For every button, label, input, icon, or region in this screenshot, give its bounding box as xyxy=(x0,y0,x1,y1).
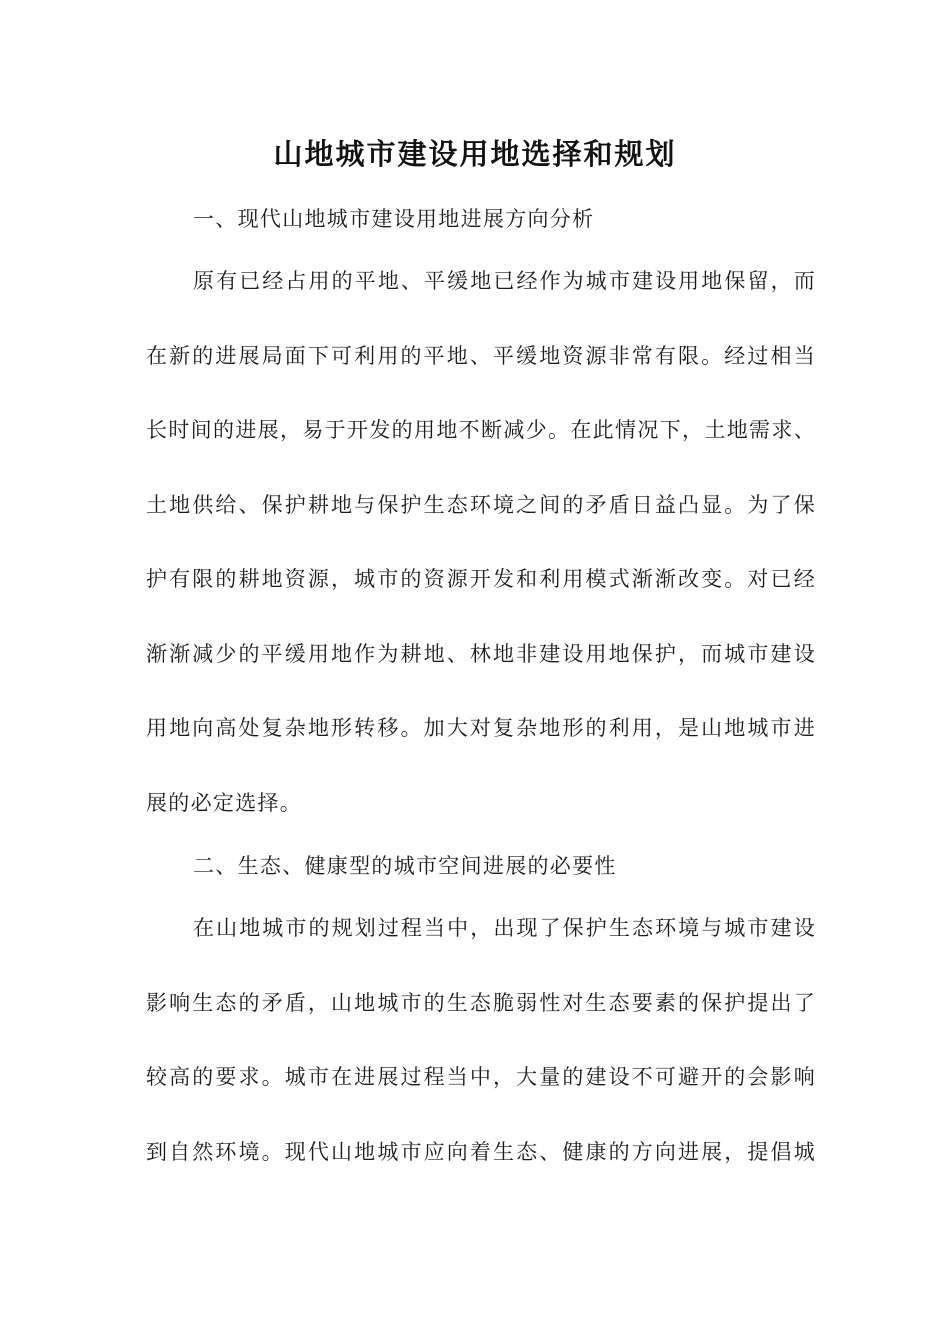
section-heading-2: 二、生态、健康型的城市空间进展的必要性 xyxy=(193,854,617,878)
paragraph-line: 展的必定选择。 xyxy=(146,791,303,815)
document-title: 山地城市建设用地选择和规划 xyxy=(273,137,677,171)
section-heading-1: 一、现代山地城市建设用地进展方向分析 xyxy=(193,207,595,231)
paragraph-line: 用地向高处复杂地形转移。加大对复杂地形的利用，是山地城市进 xyxy=(146,716,816,740)
paragraph-line: 土地供给、保护耕地与保护生态环境之间的矛盾日益凸显。为了保 xyxy=(146,493,816,517)
paragraph-line: 在新的进展局面下可利用的平地、平缓地资源非常有限。经过相当 xyxy=(146,344,816,368)
paragraph-line: 在山地城市的规划过程当中，出现了保护生态环境与城市建设 xyxy=(193,916,816,940)
paragraph-line: 较高的要求。城市在进展过程当中，大量的建设不可避开的会影响 xyxy=(146,1065,816,1089)
paragraph-line: 影响生态的矛盾，山地城市的生态脆弱性对生态要素的保护提出了 xyxy=(146,991,816,1015)
paragraph-line: 原有已经占用的平地、平缓地已经作为城市建设用地保留，而 xyxy=(193,269,816,293)
paragraph-line: 护有限的耕地资源，城市的资源开发和利用模式渐渐改变。对已经 xyxy=(146,567,816,591)
paragraph-line: 到自然环境。现代山地城市应向着生态、健康的方向进展，提倡城 xyxy=(146,1140,816,1164)
paragraph-line: 长时间的进展，易于开发的用地不断减少。在此情况下，土地需求、 xyxy=(146,418,816,442)
paragraph-line: 渐渐减少的平缓用地作为耕地、林地非建设用地保护，而城市建设 xyxy=(146,642,816,666)
